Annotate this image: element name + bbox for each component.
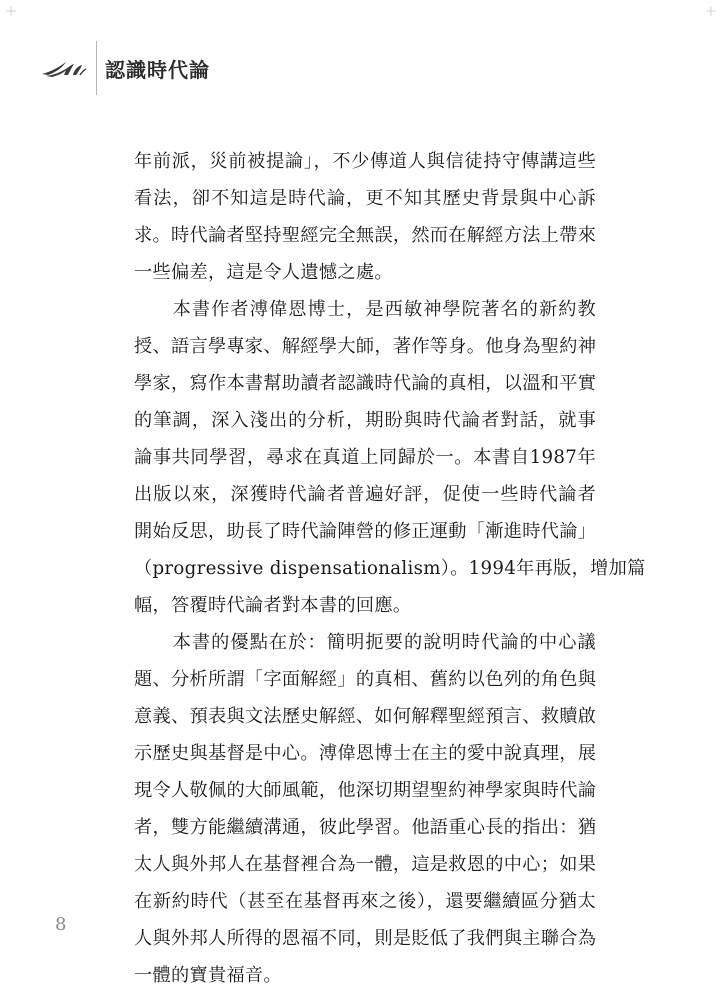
crop-mark-icon — [706, 6, 716, 16]
text-line: 者，雙方能繼續溝通，彼此學習。他語重心長的指出：猶 — [134, 817, 597, 838]
text-line: 示歷史與基督是中心。溥偉恩博士在主的愛中說真理，展 — [134, 743, 597, 764]
page-number: 8 — [55, 914, 67, 935]
text-line: 授、語言學專家、解經學大師，著作等身。他身為聖約神 — [134, 336, 597, 357]
header-divider — [96, 41, 97, 95]
text-line: 太人與外邦人在基督裡合為一體，這是救恩的中心；如果 — [134, 854, 597, 875]
text-line: 的筆調，深入淺出的分析，期盼與時代論者對話，就事 — [134, 410, 596, 431]
text-line: 一體的寶貴福音。 — [134, 965, 282, 986]
text-line: 求。時代論者堅持聖經完全無誤，然而在解經方法上帶來 — [134, 225, 597, 246]
text-line: 開始反思，助長了時代論陣營的修正運動「漸進時代論」 — [134, 521, 597, 542]
text-line: 意義、預表與文法歷史解經、如何解釋聖經預言、救贖啟 — [134, 706, 597, 727]
text-line: 看法，卻不知這是時代論，更不知其歷史背景與中心訴 — [134, 188, 596, 209]
crop-mark-icon — [6, 6, 16, 16]
text-line: 本書作者溥偉恩博士，是西敏神學院著名的新約教 — [134, 299, 596, 320]
text-line: 現令人敬佩的大師風範，他深切期望聖約神學家與時代論 — [134, 780, 597, 801]
text-line: 一些偏差，這是令人遺憾之處。 — [134, 262, 393, 283]
book-title: 認識時代論 — [105, 57, 210, 82]
text-line: 本書的優點在於：簡明扼要的說明時代論的中心議 — [134, 632, 596, 653]
body-text — [134, 143, 646, 994]
text-line: （progressive dispensationalism）。1994年再版，增加篇 — [134, 558, 646, 579]
text-line: 幅，答覆時代論者對本書的回應。 — [134, 595, 412, 616]
text-line: 學家，寫作本書幫助讀者認識時代論的真相，以溫和平實 — [134, 373, 597, 394]
text-line: 題、分析所謂「字面解經」的真相、舊約以色列的角色與 — [134, 669, 597, 690]
text-line: 出版以來，深獲時代論者普遍好評，促使一些時代論者 — [134, 484, 596, 505]
text-line: 在新約時代（甚至在基督再來之後），還要繼續區分猶太 — [134, 891, 596, 912]
running-header — [40, 40, 210, 96]
wing-swirl-logo-icon — [40, 56, 88, 80]
text-line: 年前派，災前被提論」，不少傳道人與信徒持守傳講這些 — [134, 151, 596, 172]
text-line: 人與外邦人所得的恩福不同，則是貶低了我們與主聯合為 — [134, 928, 597, 949]
text-line: 論事共同學習，尋求在真道上同歸於一。本書自1987年 — [134, 447, 596, 468]
